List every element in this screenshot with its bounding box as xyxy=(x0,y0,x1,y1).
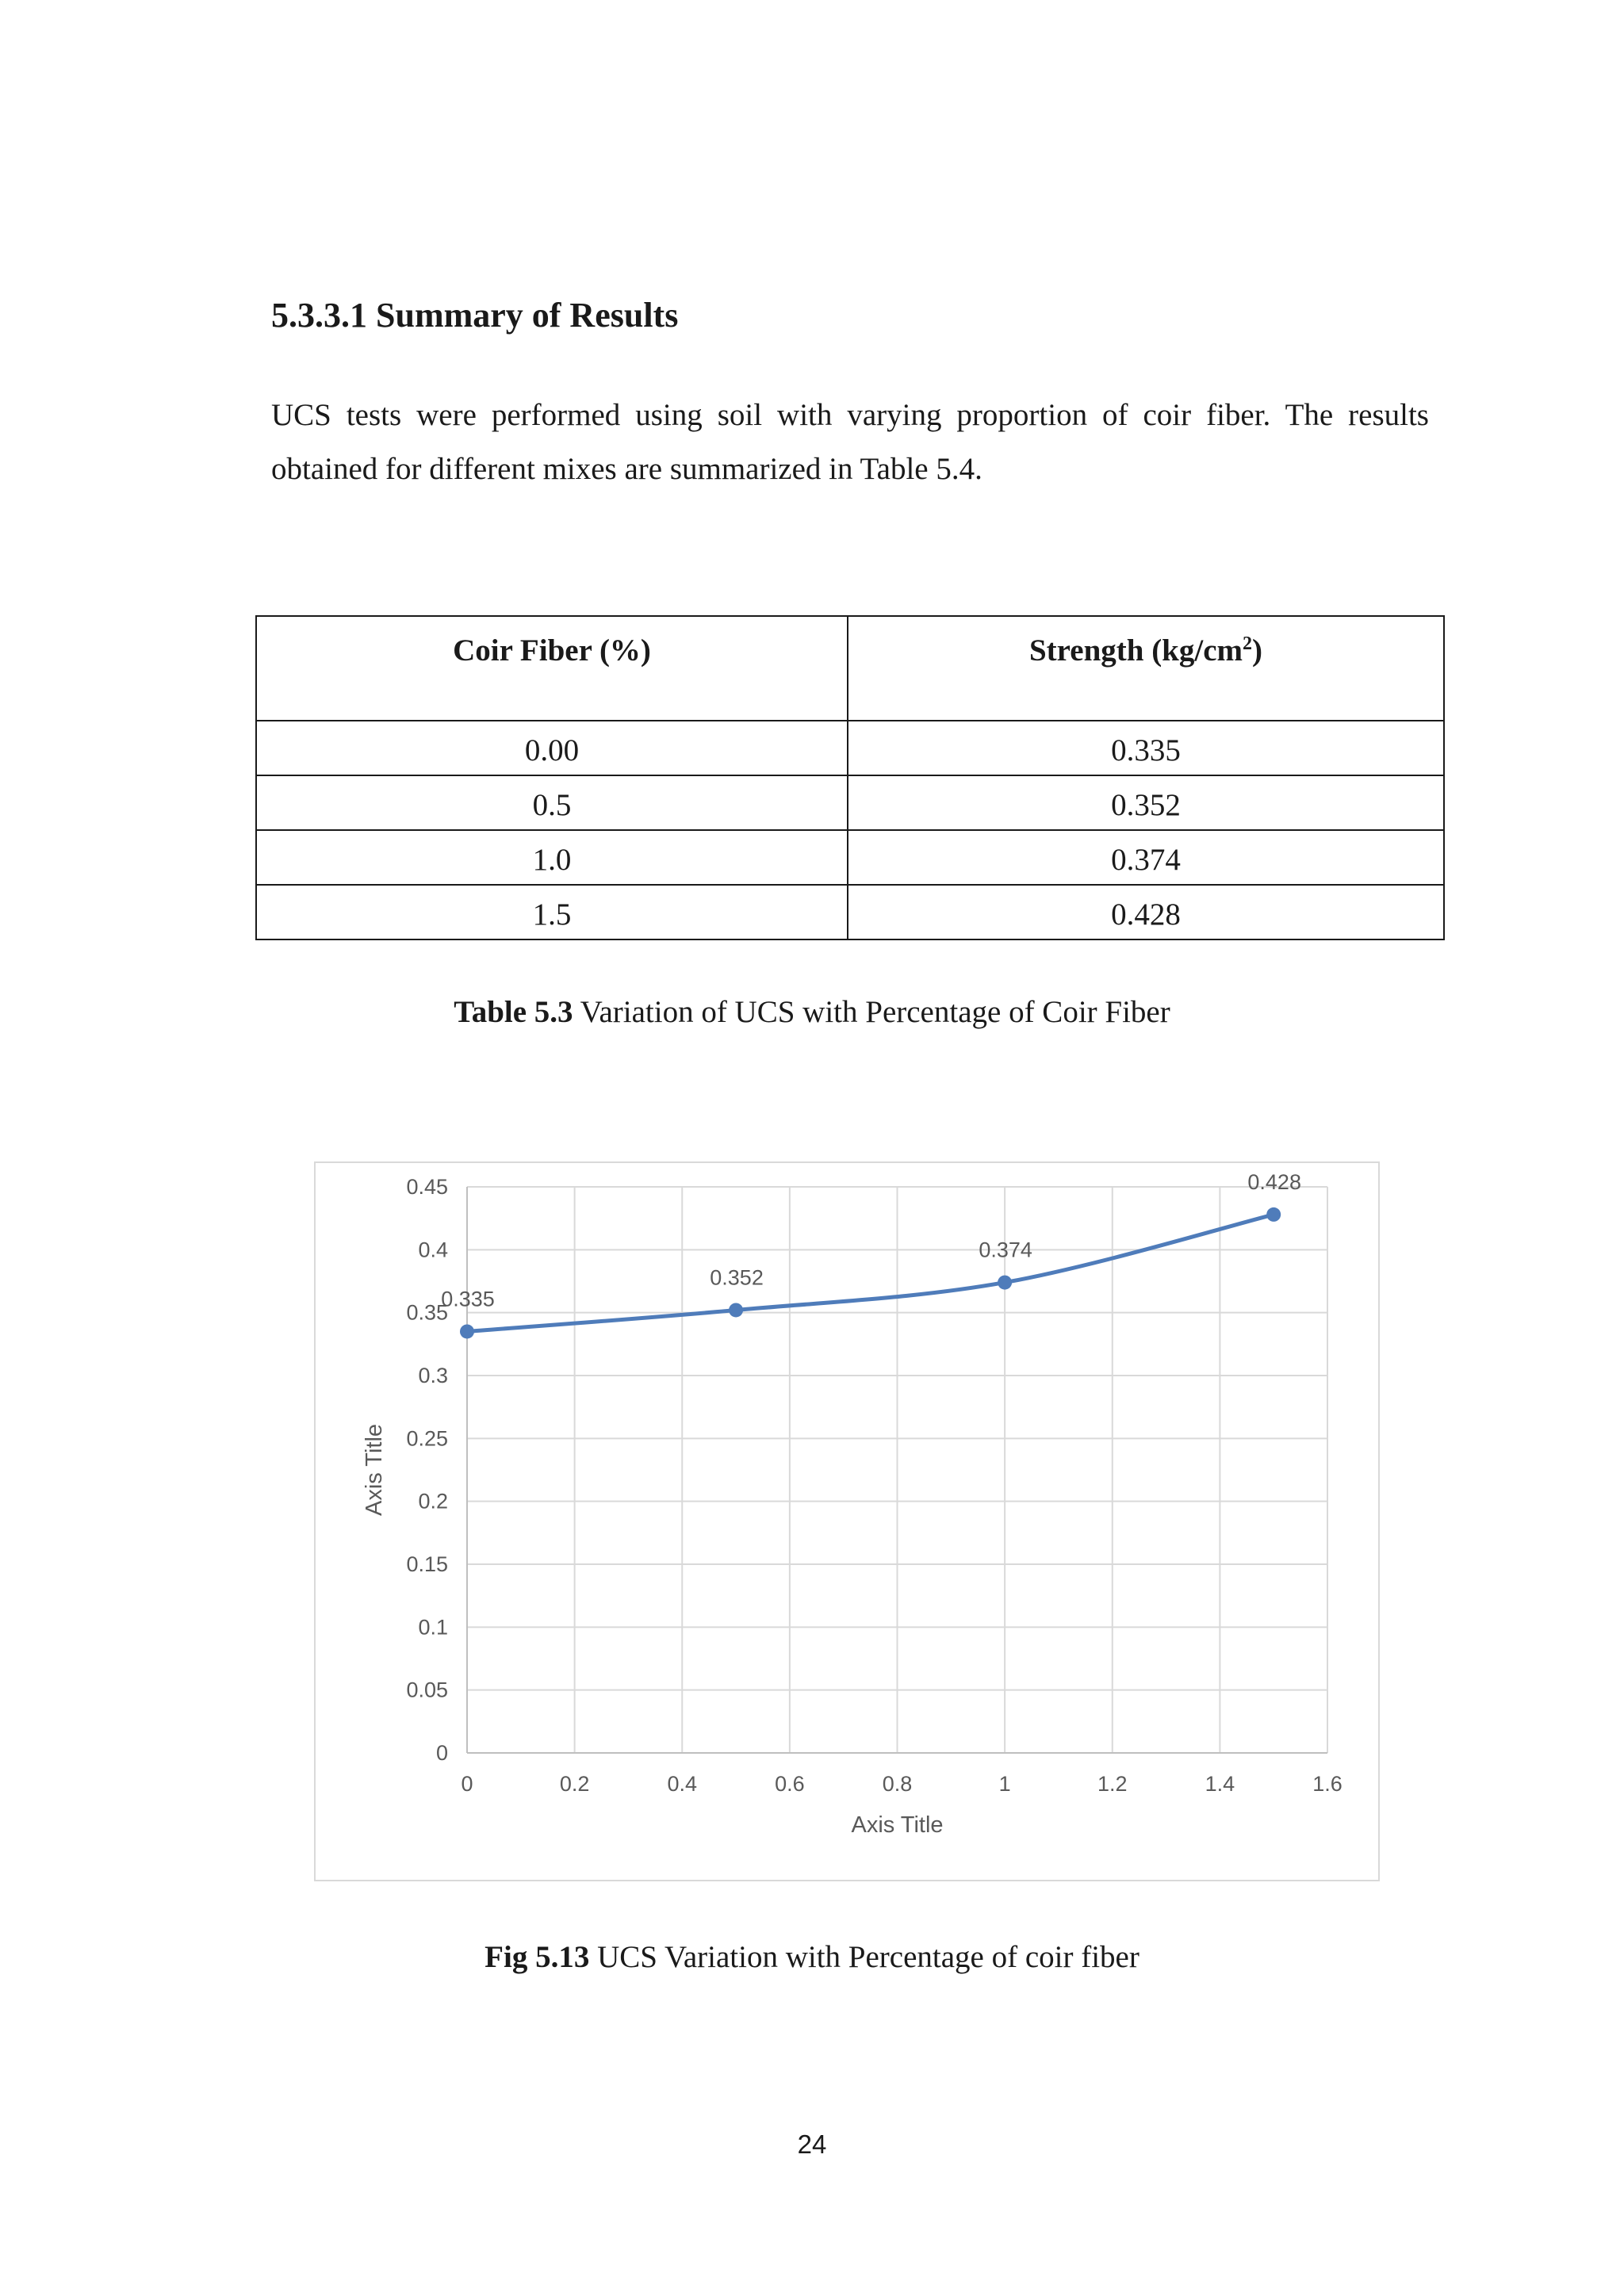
figure-caption-label: Fig 5.13 xyxy=(485,1940,590,1974)
data-point xyxy=(998,1276,1012,1290)
summary-paragraph: UCS tests were performed using soil with varying proportion of coir fiber. The results obtained for different mixes are summarized in Table 5.4. xyxy=(271,398,1429,486)
x-tick-label: 1.2 xyxy=(1097,1772,1128,1796)
data-label: 0.352 xyxy=(710,1265,764,1290)
header-strength xyxy=(848,616,1444,721)
figure-caption xyxy=(0,1939,1624,1975)
results-table xyxy=(255,615,1445,940)
x-tick-label: 1 xyxy=(998,1772,1011,1796)
header-strength-superscript: 2 xyxy=(1243,633,1253,654)
x-tick-label: 0.4 xyxy=(667,1772,698,1796)
data-label: 0.428 xyxy=(1247,1169,1301,1194)
data-label: 0.374 xyxy=(979,1238,1032,1262)
cell-strength: 0.374 xyxy=(848,830,1444,885)
header-strength-text: Strength (kg/cm xyxy=(1028,633,1243,668)
table-row xyxy=(256,830,1444,885)
y-tick-label: 0.1 xyxy=(418,1615,448,1640)
y-tick-label: 0.2 xyxy=(418,1489,448,1513)
chart-frame xyxy=(314,1161,1380,1881)
table-row xyxy=(256,775,1444,830)
x-tick-label: 1.4 xyxy=(1205,1772,1235,1796)
y-tick-label: 0 xyxy=(435,1741,448,1765)
data-label: 0.335 xyxy=(441,1287,495,1311)
cell-strength: 0.335 xyxy=(848,721,1444,775)
table-header-row xyxy=(256,616,1444,721)
y-tick-label: 0.4 xyxy=(418,1238,448,1262)
x-tick-label: 0.2 xyxy=(559,1772,590,1796)
cell-fiber: 0.5 xyxy=(256,775,848,830)
ucs-line-chart xyxy=(316,1163,1378,1880)
header-strength-close: ) xyxy=(1252,633,1263,668)
table-row xyxy=(256,885,1444,939)
cell-strength: 0.352 xyxy=(848,775,1444,830)
section-heading: 5.3.3.1 Summary of Results xyxy=(271,296,679,335)
data-point xyxy=(1266,1207,1281,1222)
x-axis-title: Axis Title xyxy=(851,1812,944,1838)
figure-caption-text: UCS Variation with Percentage of coir fiber xyxy=(589,1940,1139,1974)
cell-strength: 0.428 xyxy=(848,885,1444,939)
x-tick-label: 0.6 xyxy=(775,1772,805,1796)
x-tick-label: 0.8 xyxy=(882,1772,913,1796)
x-tick-label: 1.6 xyxy=(1312,1772,1342,1796)
cell-fiber: 1.5 xyxy=(256,885,848,939)
x-tick-label: 0 xyxy=(461,1772,473,1796)
header-coir-fiber: Coir Fiber (%) xyxy=(256,616,848,721)
table-caption-label: Table 5.3 xyxy=(454,995,573,1029)
series-line xyxy=(467,1215,1274,1332)
y-tick-label: 0.3 xyxy=(418,1364,448,1387)
cell-fiber: 0.00 xyxy=(256,721,848,775)
y-tick-label: 0.45 xyxy=(406,1175,448,1199)
cell-fiber: 1.0 xyxy=(256,830,848,885)
y-tick-label: 0.35 xyxy=(406,1300,448,1325)
page-number: 24 xyxy=(797,2130,827,2159)
table-row xyxy=(256,721,1444,775)
y-tick-label: 0.15 xyxy=(406,1552,448,1576)
table-caption xyxy=(0,994,1624,1030)
y-axis-title: Axis Title xyxy=(362,1423,387,1517)
table-caption-text: Variation of UCS with Percentage of Coir Fiber xyxy=(573,995,1170,1029)
y-tick-label: 0.25 xyxy=(406,1426,448,1451)
data-point xyxy=(460,1324,474,1338)
data-point xyxy=(729,1303,743,1317)
y-tick-label: 0.05 xyxy=(406,1678,448,1702)
